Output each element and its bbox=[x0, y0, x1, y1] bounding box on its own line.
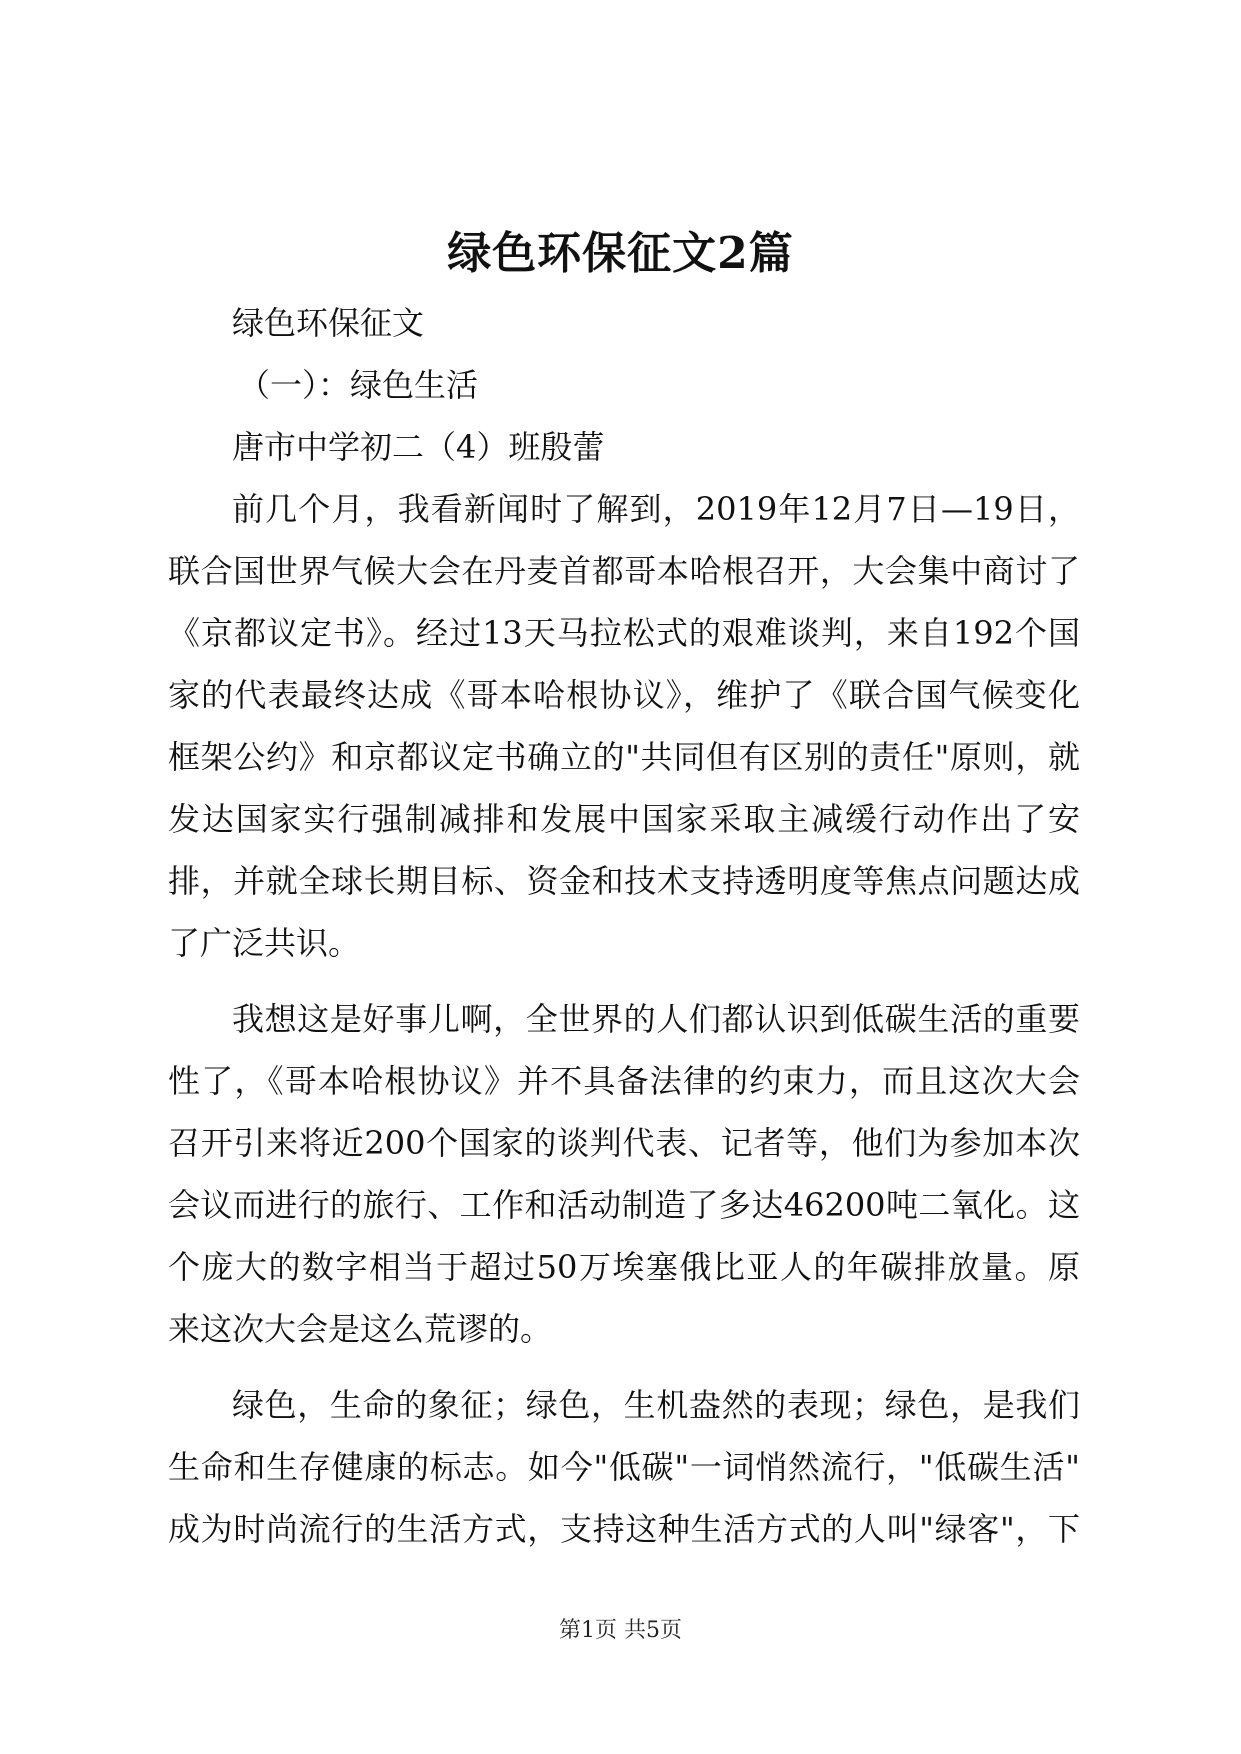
page-number: 第1页 共5页 bbox=[559, 1618, 682, 1643]
paragraph-line: 成为时尚流行的生活方式，支持这种生活方式的人叫"绿客"，下 bbox=[168, 1510, 1080, 1548]
paragraph-line: 排，并就全球长期目标、资金和技术支持透明度等焦点问题达成 bbox=[168, 862, 1080, 900]
paragraph-line: 性了，《哥本哈根协议》并不具备法律的约束力，而且这次大会 bbox=[168, 1062, 1080, 1100]
paragraph-line: 绿色，生命的象征；绿色，生机盎然的表现；绿色，是我们 bbox=[232, 1386, 1080, 1424]
paragraph-line: 我想这是好事儿啊，全世界的人们都认识到低碳生活的重要 bbox=[232, 1000, 1080, 1038]
paragraph-line: 召开引来将近200个国家的谈判代表、记者等，他们为参加本次 bbox=[168, 1124, 1080, 1162]
author-line: 唐市中学初二（4）班殷蕾 bbox=[232, 428, 605, 466]
document-body bbox=[168, 292, 1080, 1560]
section-heading: （一）：绿色生活 bbox=[238, 366, 479, 404]
subtitle: 绿色环保征文 bbox=[232, 304, 425, 342]
paragraph-line: 个庞大的数字相当于超过50万埃塞俄比亚人的年碳排放量。原 bbox=[168, 1248, 1080, 1286]
paragraph-line: 来这次大会是这么荒谬的。 bbox=[168, 1310, 553, 1348]
paragraph-line: 生命和生存健康的标志。如今"低碳"一词悄然流行，"低碳生活" bbox=[168, 1448, 1080, 1486]
paragraph-line: 前几个月，我看新闻时了解到，2019年12月7日—19日， bbox=[232, 490, 1080, 528]
paragraph-line: 发达国家实行强制减排和发展中国家采取主减缓行动作出了安 bbox=[168, 800, 1080, 838]
paragraph-line: 框架公约》和京都议定书确立的"共同但有区别的责任"原则，就 bbox=[168, 738, 1080, 776]
page-title: 绿色环保征文2篇 bbox=[447, 228, 794, 279]
paragraph-line: 会议而进行的旅行、工作和活动制造了多达46200吨二氧化。这 bbox=[168, 1186, 1080, 1224]
paragraph-line: 家的代表最终达成《哥本哈根协议》，维护了《联合国气候变化 bbox=[168, 676, 1080, 714]
paragraph-line: 了广泛共识。 bbox=[168, 924, 361, 962]
paragraph-line: 联合国世界气候大会在丹麦首都哥本哈根召开，大会集中商讨了 bbox=[168, 552, 1080, 590]
paragraph-line: 《京都议定书》。经过13天马拉松式的艰难谈判，来自192个国 bbox=[168, 614, 1080, 652]
